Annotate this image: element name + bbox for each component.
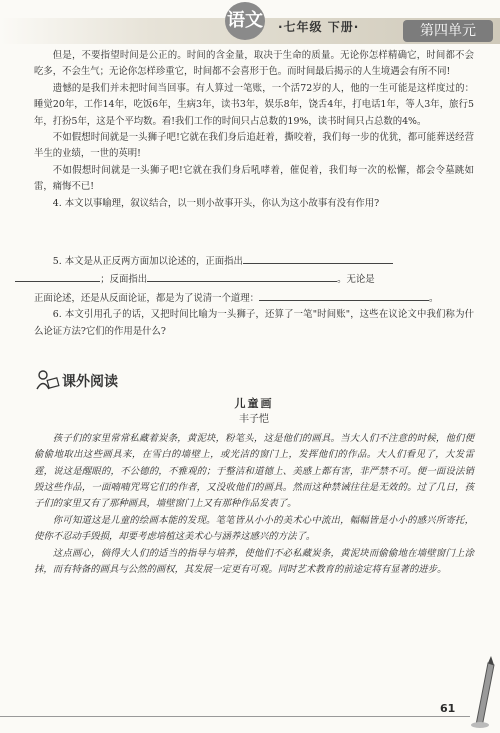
article-author: 丰子恺 [239,414,269,426]
article-title: 儿童画 [234,397,274,410]
question-6: 6. 本文引用孔子的话，又把时间比喻为一头狮子，还算了一笔"时间账"，这些在议论文中我们称为什么论证方法?它们的作用是什么? [34,309,474,337]
paragraph-1: 但是，不要指望时间是公正的。时间的含金量，取决于生命的质量。无论你怎样精确它，时间都不会吃多，不会生气；无论你怎样珍重它，时间都不会喜形于色。而时间最后揭示的人生境遇会有所不同! [34,50,474,78]
reading-section-header [34,365,154,393]
page-header [0,0,500,44]
q5-part-c: 。无论是 [337,274,375,286]
person-reading-icon [34,369,60,391]
q5-part-d: 正面论述，还是从反面论证，都是为了说清一个道理： [34,292,260,304]
unit-badge: 第四单元 [403,20,493,42]
grade-label: ·七年级 下册· [278,20,360,34]
pencil-icon [470,655,496,729]
q5-blank-2[interactable] [147,270,337,282]
article-paragraph-3: 这点画心，倘得大人们的适当的指导与培养，使他们不必私藏炭条，黄泥块而偷偷地在墙壁窗门上涂抹，而有特备的画具与公然的画权，其发展一定更有可观。同时艺术教育的前途定将有显著的进步。 [34,547,474,576]
question-4: 4. 本文以事喻理，叙议结合，以一则小故事开头，你认为这小故事有没有作用? [52,197,380,209]
reading-article [34,396,474,578]
q5-blank-1b[interactable] [15,270,100,282]
question-5-cont [34,289,474,307]
article-paragraph-2: 你可知道这是儿童的绘画本能的发现。笔笔皆从小小的美术心中流出，幅幅皆是小小的感兴所寄托，使你不忍动手毁损，却要考虑培植这美术心与涵养这感兴的方法了。 [34,514,474,543]
paragraph-3: 不如假想时间就是一头狮子吧!它就在我们身后追赶着，撕咬着，我们每一步的优犹，都可能葬送经营半生的业绩，一世的英明! [34,132,474,160]
answer-space-q4[interactable] [34,212,474,252]
q5-part-e: 。 [429,292,439,304]
paragraph-2: 遗憾的是我们并未把时间当回事。有人算过一笔账，一个活72岁的人，他的一生可能是这样度过的：睡觉20年，工作14年，吃饭6年，生病3年，读书3年，娱乐8年，饶舌4年，打电话1年，等人3年，旅行5年，打扮5年，这是个平均数。看!我们工作的时间只占总数的19%，读书时间只占总数的4%。 [34,82,474,127]
q5-blank-1[interactable] [243,252,393,264]
q5-blank-3[interactable] [259,289,429,301]
footer-rule [0,716,470,717]
q5-part-b: ；反面指出 [100,274,148,286]
page-number: 61 [440,702,456,715]
q5-part-a: 5. 本文是从正反两方面加以论述的，正面指出 [52,256,243,268]
reading-label: 课外阅读 [62,374,118,390]
question-5 [34,252,474,289]
main-text [34,48,474,340]
article-paragraph-1: 孩子们的家里常常私藏着炭条，黄泥块，粉笔头，这是他们的画具。当大人们不注意的时候，他们便偷偷地取出这些画具来，在雪白的墙壁上，或光洁的窗门上，发挥他们的作品。大人们看见了，大发雷霆，说这是醒眼的，不公德的，不雅观的；于整洁和道德上、美感上都有害，非严禁不可。便一面设法销毁这些作品，一面喃喃咒骂它们的作者，又没收他们的画具。然而这种禁诫往往是无效的。过了几日，孩子们的家里又有了那种画具，墙壁窗门上又有那种作品发表了。 [34,432,474,510]
subject-badge: 语文 [225,2,265,40]
paragraph-4: 不如假想时间就是一头狮子吧!它就在我们身后吼哮着，催促着，我们每一次的松懈，都会令墓跳如雷，痛悔不已! [34,164,474,193]
